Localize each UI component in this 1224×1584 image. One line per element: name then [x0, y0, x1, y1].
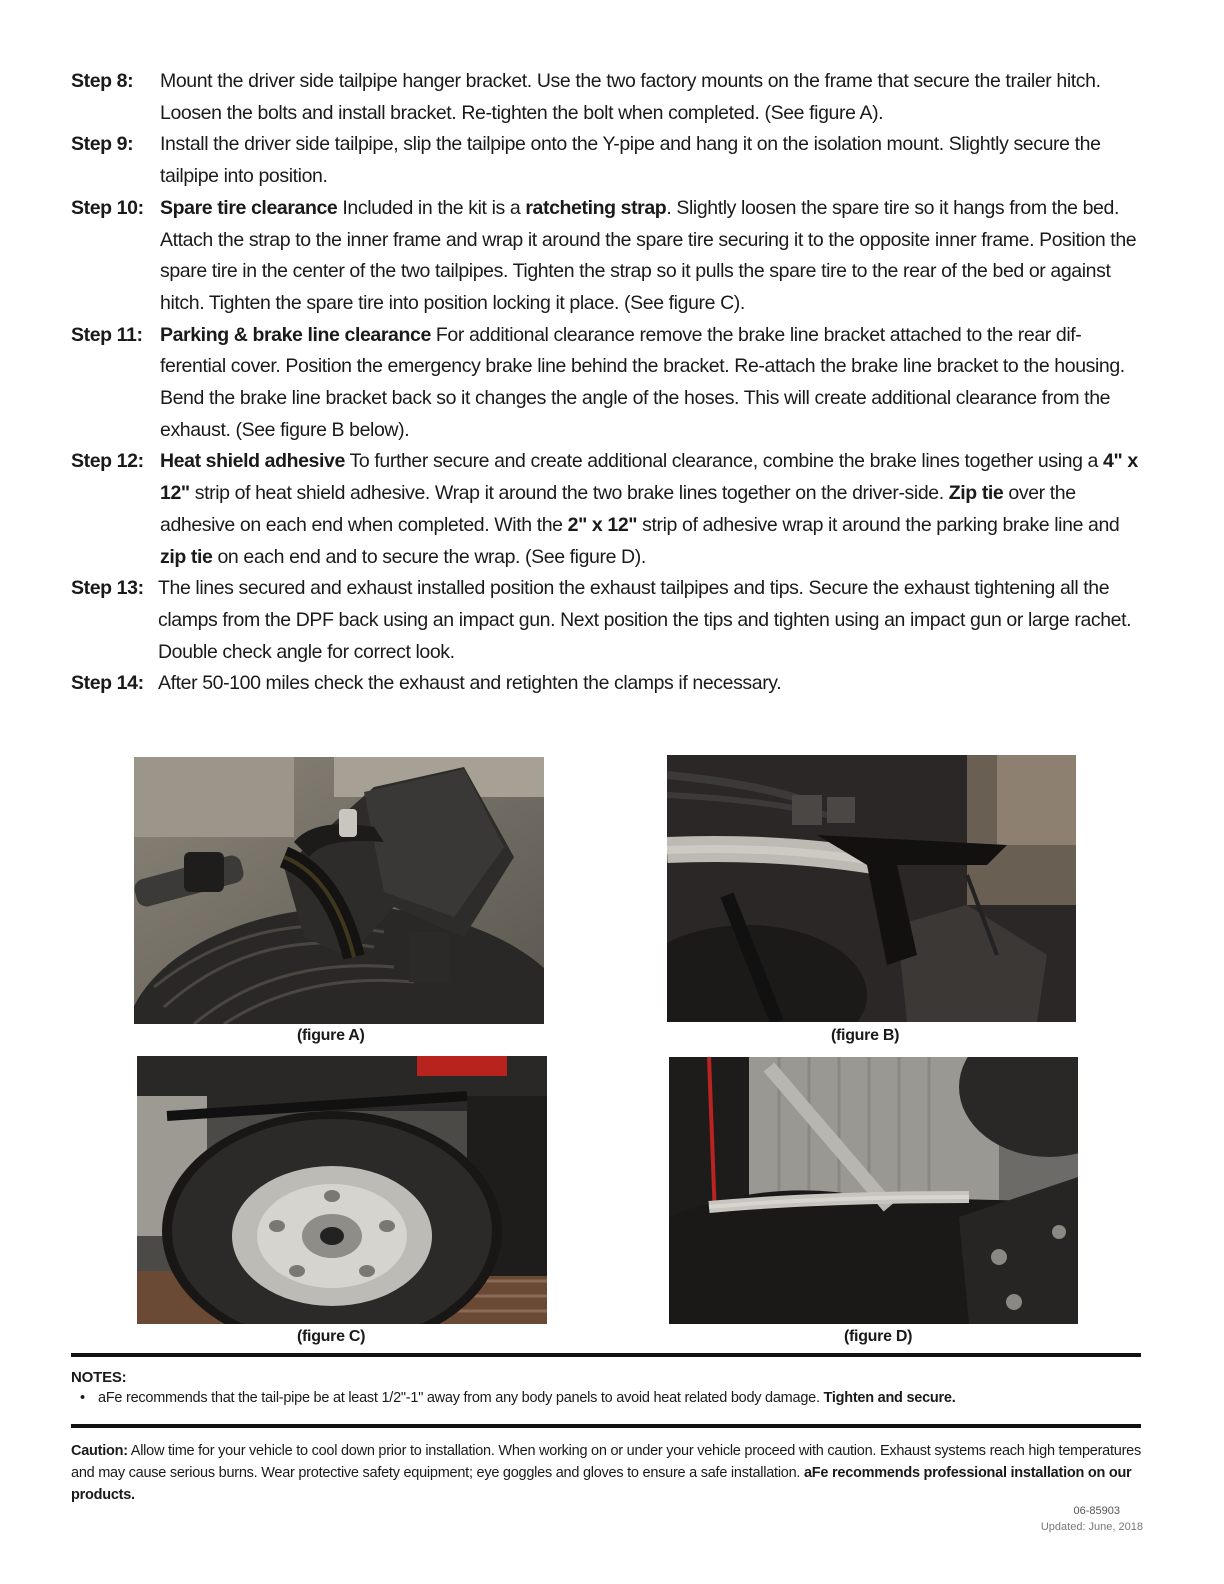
step-emphasis: Spare tire clearance [160, 196, 338, 219]
figure-b-photo [667, 755, 1076, 1022]
figure-a-photo [134, 757, 544, 1024]
step-text: strip of adhesive wrap it around the parking brake line and [637, 513, 1120, 536]
caution-text [71, 1440, 1141, 1506]
step-label: Step 13: [71, 577, 144, 600]
step-label: Step 9: [71, 133, 134, 156]
step-emphasis: Heat shield adhesive [160, 450, 345, 473]
step-emphasis: ratcheting strap [525, 196, 667, 219]
step-body [160, 129, 1146, 192]
step-emphasis: Zip tie [948, 482, 1004, 505]
figure-d-caption: (figure D) [844, 1328, 913, 1345]
figure-d-photo [669, 1057, 1078, 1324]
step-body [160, 320, 1146, 447]
notes-title: NOTES: [71, 1369, 127, 1386]
notes-item [80, 1390, 1140, 1406]
step-emphasis: 4" x 12" [160, 450, 1138, 505]
notes-top-divider [71, 1353, 1141, 1357]
notes-emphasis: Tighten and secure. [823, 1390, 956, 1406]
step-12 [71, 446, 1146, 573]
notes-text: aFe recommends that the tail-pipe be at least 1/2"-1" away from any body panels to avoid heat related body damage. [98, 1390, 824, 1406]
step-text: strip of heat shield adhesive. Wrap it around the two brake lines together on the driver-side. [189, 482, 949, 505]
step-emphasis: zip tie [160, 545, 213, 568]
figure-b-caption: (figure B) [831, 1027, 900, 1044]
figure-c-photo [137, 1056, 547, 1324]
step-10 [71, 193, 1146, 320]
step-text: Install the driver side tailpipe, slip the tailpipe onto the Y-pipe and hang it on the isolation mount. Slightly secure the tailpipe into position. [160, 133, 1101, 188]
step-11 [71, 320, 1146, 447]
step-body [160, 446, 1146, 573]
step-text: Included in the kit is a [337, 196, 526, 219]
step-text: To further secure and create additional clearance, combine the brake lines together using a [344, 450, 1104, 473]
step-label: Step 14: [71, 672, 144, 695]
caution-emphasis: aFe recommends professional installation on our products. [71, 1465, 1132, 1503]
step-text: . Slightly loosen the spare tire so it hangs from the bed. Attach the strap to the inner frame and wrap it around the spare tire securing it to the opposite inner frame. Position the spare tire in the center of the two tailpipes. Tighten the strap so it pulls the spare tire to the rear of the bed or against hitch. Tighten the spare tire into position locking it place. (See figure C). [160, 196, 1137, 314]
step-8 [71, 66, 1146, 129]
step-14 [71, 668, 1146, 700]
step-label: Step 11: [71, 323, 143, 346]
caution-body: Allow time for your vehicle to cool down prior to installation. When working on or under your vehicle proceed with caution. Exhaust systems reach high temperatures and may cause serious burns. Wear protective safety equipment; eye goggles and gloves to ensure a safe installation. [71, 1443, 1141, 1481]
step-text: over the adhesive on each end when completed. With the [160, 482, 1076, 536]
installation-steps [71, 66, 1146, 700]
step-text: Mount the driver side tailpipe hanger bracket. Use the two factory mounts on the frame that secure the trailer hitch. Loosen the bolts and install bracket. Re-tighten the bolt when completed. (See figure A). [160, 70, 1101, 124]
step-label: Step 12: [71, 450, 144, 473]
step-text: The lines secured and exhaust installed position the exhaust tailpipes and tips. Secure the exhaust tightening all the clamps from the DPF back using an impact gun. Next position the tips and tighten using an impact gun or large rachet. Double check angle for correct look. [158, 577, 1132, 663]
step-body [158, 573, 1146, 668]
document-number: 06-85903 [1073, 1505, 1120, 1517]
step-label: Step 10: [71, 196, 144, 219]
step-label: Step 8: [71, 70, 134, 92]
step-9 [71, 129, 1146, 192]
step-text: After 50-100 miles check the exhaust and retighten the clamps if necessary. [158, 672, 782, 695]
step-body [158, 668, 1146, 700]
caution-top-divider [71, 1424, 1141, 1428]
step-body [160, 193, 1146, 320]
caution-label: Caution: [71, 1443, 128, 1459]
step-body [160, 66, 1146, 129]
step-13 [71, 573, 1146, 668]
figure-a-caption: (figure A) [297, 1027, 365, 1044]
figure-c-caption: (figure C) [297, 1328, 366, 1345]
step-text: For additional clearance remove the brake line bracket attached to the rear dif-ferential cover. Position the emergency brake line behind the bracket. Re-attach the brake line bracket to the housing. Bend the brake line bracket back so it changes the angle of the hoses. This will create additional clearance from the exhaust. (See figure B below). [160, 323, 1125, 441]
step-emphasis: 2" x 12" [567, 513, 638, 536]
step-emphasis: Parking & brake line clearance [160, 323, 431, 346]
updated-date: Updated: June, 2018 [1040, 1521, 1143, 1533]
step-text: on each end and to secure the wrap. (See figure D). [212, 545, 646, 568]
bullet: • [80, 1390, 85, 1406]
